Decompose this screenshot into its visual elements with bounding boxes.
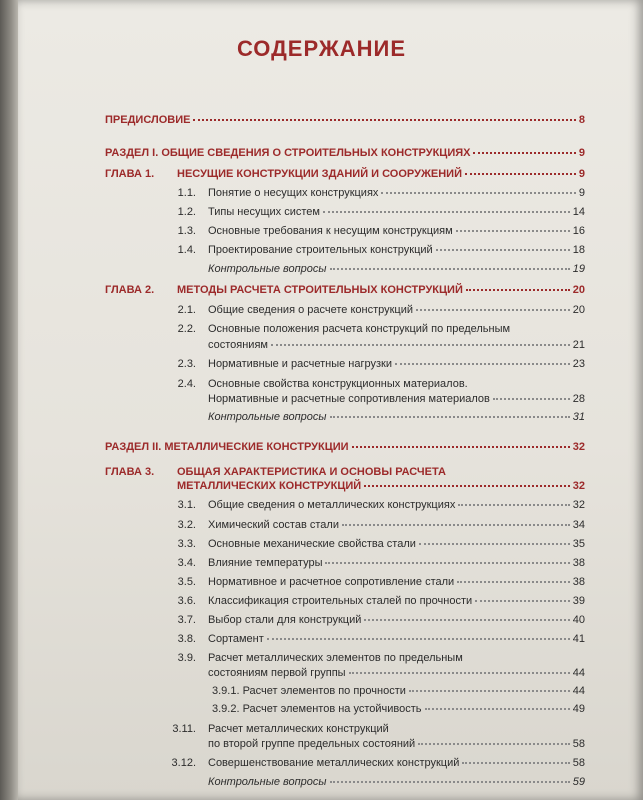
- toc-entry: состояниям первой группы 44: [208, 667, 585, 679]
- toc-entry: Нормативные и расчетные нагрузки 23: [208, 358, 585, 370]
- toc-number: 3.12.: [171, 757, 196, 769]
- toc-entry-label: Основные положения расчета конструкций по предельным: [208, 323, 511, 335]
- toc-entry: Типы несущих систем 14: [208, 206, 585, 218]
- toc-entry-subsection: 3.9.1. Расчет элементов по прочности 44: [212, 685, 585, 697]
- toc-number: 3.1.: [177, 499, 196, 511]
- toc-number: 1.2.: [177, 206, 196, 218]
- toc-number: 2.3.: [177, 358, 196, 370]
- toc-number: 1.3.: [177, 225, 196, 237]
- toc-entry-label: Основные свойства конструкционных материалов.: [208, 378, 468, 390]
- toc-entry: Влияние температуры 38: [208, 557, 585, 569]
- toc-entry: Основные механические свойства стали 35: [208, 538, 585, 550]
- toc-number: 3.8.: [177, 633, 196, 645]
- toc-number: 2.4.: [177, 378, 196, 390]
- toc-entry: Совершенствование металлических конструкций 58: [208, 757, 585, 769]
- toc-number: 1.1.: [177, 187, 196, 199]
- toc-number: 3.5.: [177, 576, 196, 588]
- toc-entry: Выбор стали для конструкций 40: [208, 614, 585, 626]
- toc-number: 3.9.: [177, 652, 196, 664]
- toc-number: ГЛАВА 2.: [105, 284, 155, 296]
- toc-entry-preface: ПРЕДИСЛОВИЕ 8: [105, 114, 585, 126]
- toc-number: 3.7.: [177, 614, 196, 626]
- toc-entry-review-questions: Контрольные вопросы 59: [208, 776, 585, 788]
- toc-entry: Общие сведения о металлических конструкциях 32: [208, 499, 585, 511]
- toc-number: 3.6.: [177, 595, 196, 607]
- toc-number: 2.1.: [177, 304, 196, 316]
- toc-number: 3.3.: [177, 538, 196, 550]
- toc-entry: по второй группе предельных состояний 58: [208, 738, 585, 750]
- toc-entry-subsection: 3.9.2. Расчет элементов на устойчивость 49: [212, 703, 585, 715]
- toc-entry-chapter-2: МЕТОДЫ РАСЧЕТА СТРОИТЕЛЬНЫХ КОНСТРУКЦИЙ 20: [177, 284, 585, 296]
- toc-number: ГЛАВА 3.: [105, 466, 155, 478]
- toc-number: 3.2.: [177, 519, 196, 531]
- toc-entry-section-1: РАЗДЕЛ I. ОБЩИЕ СВЕДЕНИЯ О СТРОИТЕЛЬНЫХ КОНСТРУКЦИЯХ 9: [105, 147, 585, 159]
- toc-entry-label: ОБЩАЯ ХАРАКТЕРИСТИКА И ОСНОВЫ РАСЧЕТА: [177, 466, 446, 478]
- toc-number: 1.4.: [177, 244, 196, 256]
- toc-number: ГЛАВА 1.: [105, 168, 155, 180]
- toc-entry: Нормативные и расчетные сопротивления материалов 28: [208, 393, 585, 405]
- toc-entry: Понятие о несущих конструкциях 9: [208, 187, 585, 199]
- toc-entry-chapter-3: МЕТАЛЛИЧЕСКИХ КОНСТРУКЦИЙ 32: [177, 480, 585, 492]
- toc-number: 3.11.: [172, 723, 196, 735]
- toc-entry: Классификация строительных сталей по прочности 39: [208, 595, 585, 607]
- toc-entry: Общие сведения о расчете конструкций 20: [208, 304, 585, 316]
- toc-entry-review-questions: Контрольные вопросы 19: [208, 263, 585, 275]
- toc-number: 3.4.: [177, 557, 196, 569]
- toc-entry: Основные требования к несущим конструкциям 16: [208, 225, 585, 237]
- toc-entry-section-2: РАЗДЕЛ II. МЕТАЛЛИЧЕСКИЕ КОНСТРУКЦИИ 32: [105, 441, 585, 453]
- toc-entry: состояниям 21: [208, 339, 585, 351]
- toc-entry: Химический состав стали 34: [208, 519, 585, 531]
- toc-entry-label: Расчет металлических конструкций: [208, 723, 389, 735]
- page-title: СОДЕРЖАНИЕ: [236, 36, 407, 61]
- toc-entry: Сортамент 41: [208, 633, 585, 645]
- toc-entry-chapter-1: НЕСУЩИЕ КОНСТРУКЦИИ ЗДАНИЙ И СООРУЖЕНИЙ 9: [177, 168, 585, 180]
- toc-entry-label: Расчет металлических элементов по предельным: [208, 652, 463, 664]
- toc-entry-review-questions: Контрольные вопросы 31: [208, 411, 585, 423]
- toc-entry: Проектирование строительных конструкций 18: [208, 244, 585, 256]
- toc-entry: Нормативное и расчетное сопротивление стали 38: [208, 576, 585, 588]
- toc-number: 2.2.: [177, 323, 196, 335]
